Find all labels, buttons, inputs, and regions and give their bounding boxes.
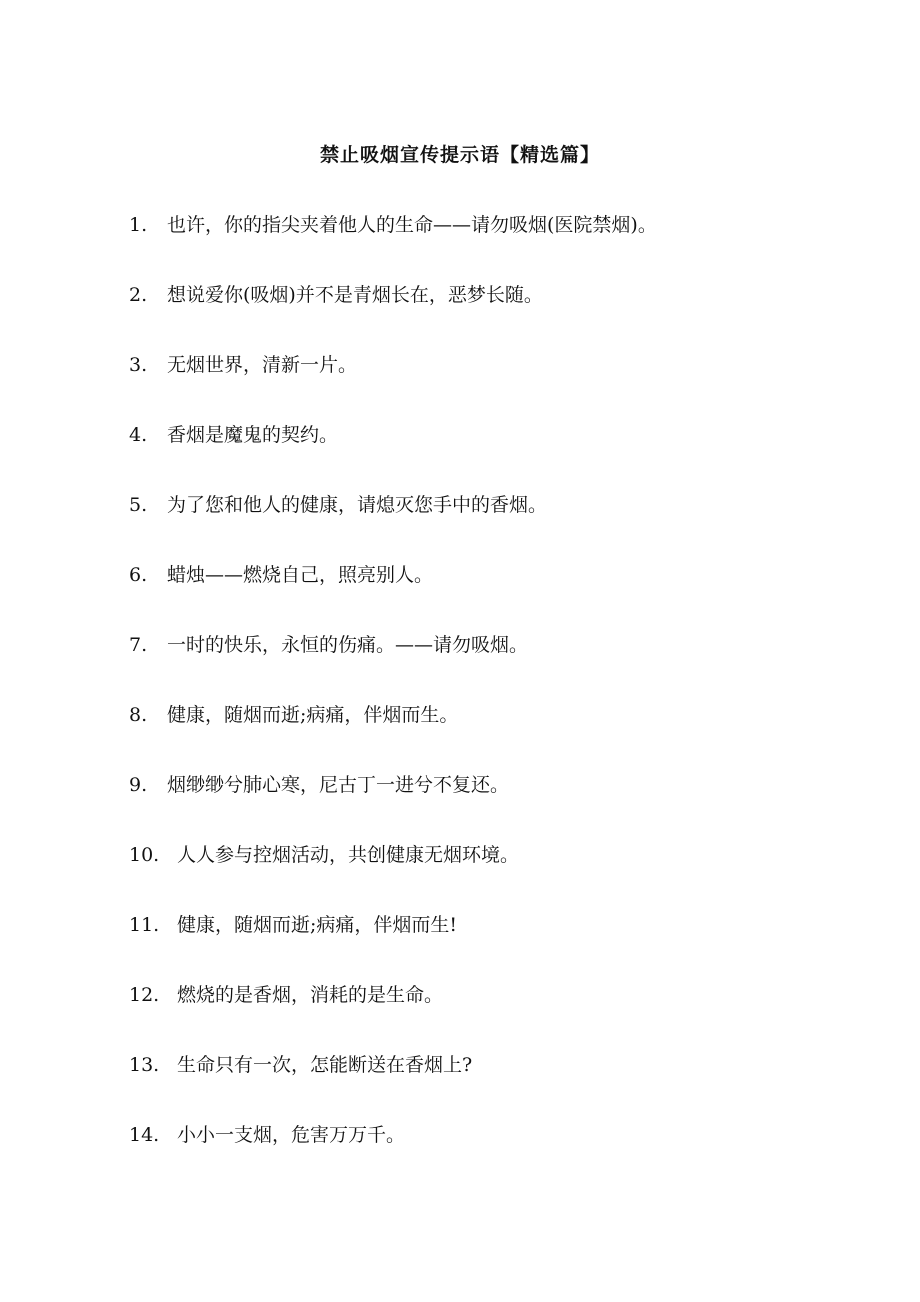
item-text: 健康，随烟而逝;病痛，伴烟而生!: [177, 914, 458, 936]
item-number: 12.: [129, 984, 160, 1006]
item-text: 健康，随烟而逝;病痛，伴烟而生。: [167, 704, 459, 726]
list-item: [129, 210, 869, 280]
item-number: 4.: [129, 424, 148, 446]
item-number: 13.: [129, 1054, 160, 1076]
list-item: [129, 700, 869, 770]
item-number: 5.: [129, 494, 148, 516]
list-item: [129, 630, 869, 700]
list-item: [129, 1120, 869, 1190]
item-text: 也许，你的指尖夹着他人的生命——请勿吸烟(医院禁烟)。: [167, 214, 657, 236]
item-text: 烟缈缈兮肺心寒，尼古丁一进兮不复还。: [167, 774, 510, 796]
item-text: 一时的快乐，永恒的伤痛。——请勿吸烟。: [167, 634, 529, 656]
item-text: 蜡烛——燃烧自己，照亮别人。: [167, 564, 434, 586]
list-item: [129, 840, 869, 910]
item-number: 11.: [129, 914, 160, 936]
item-text: 无烟世界，清新一片。: [167, 354, 358, 376]
list-item: [129, 770, 869, 840]
item-text: 香烟是魔鬼的契约。: [167, 424, 339, 446]
item-text: 人人参与控烟活动，共创健康无烟环境。: [177, 844, 520, 866]
list-item: [129, 420, 869, 490]
list-item: [129, 350, 869, 420]
item-text: 小小一支烟，危害万万千。: [177, 1124, 406, 1146]
item-number: 10.: [129, 844, 160, 866]
list-item: [129, 490, 869, 560]
document-title: 禁止吸烟宣传提示语【精选篇】: [319, 144, 600, 166]
slogan-list: [129, 210, 869, 1190]
item-number: 2.: [129, 284, 148, 306]
item-number: 7.: [129, 634, 148, 656]
item-number: 1.: [129, 214, 148, 236]
item-text: 燃烧的是香烟，消耗的是生命。: [177, 984, 444, 1006]
item-text: 想说爱你(吸烟)并不是青烟长在，恶梦长随。: [167, 284, 543, 306]
item-number: 9.: [129, 774, 148, 796]
item-number: 3.: [129, 354, 148, 376]
item-number: 8.: [129, 704, 148, 726]
item-number: 14.: [129, 1124, 160, 1146]
list-item: [129, 980, 869, 1050]
item-number: 6.: [129, 564, 148, 586]
list-item: [129, 560, 869, 630]
list-item: [129, 1050, 869, 1120]
item-text: 生命只有一次，怎能断送在香烟上?: [177, 1054, 473, 1076]
list-item: [129, 280, 869, 350]
item-text: 为了您和他人的健康，请熄灭您手中的香烟。: [167, 494, 548, 516]
list-item: [129, 910, 869, 980]
